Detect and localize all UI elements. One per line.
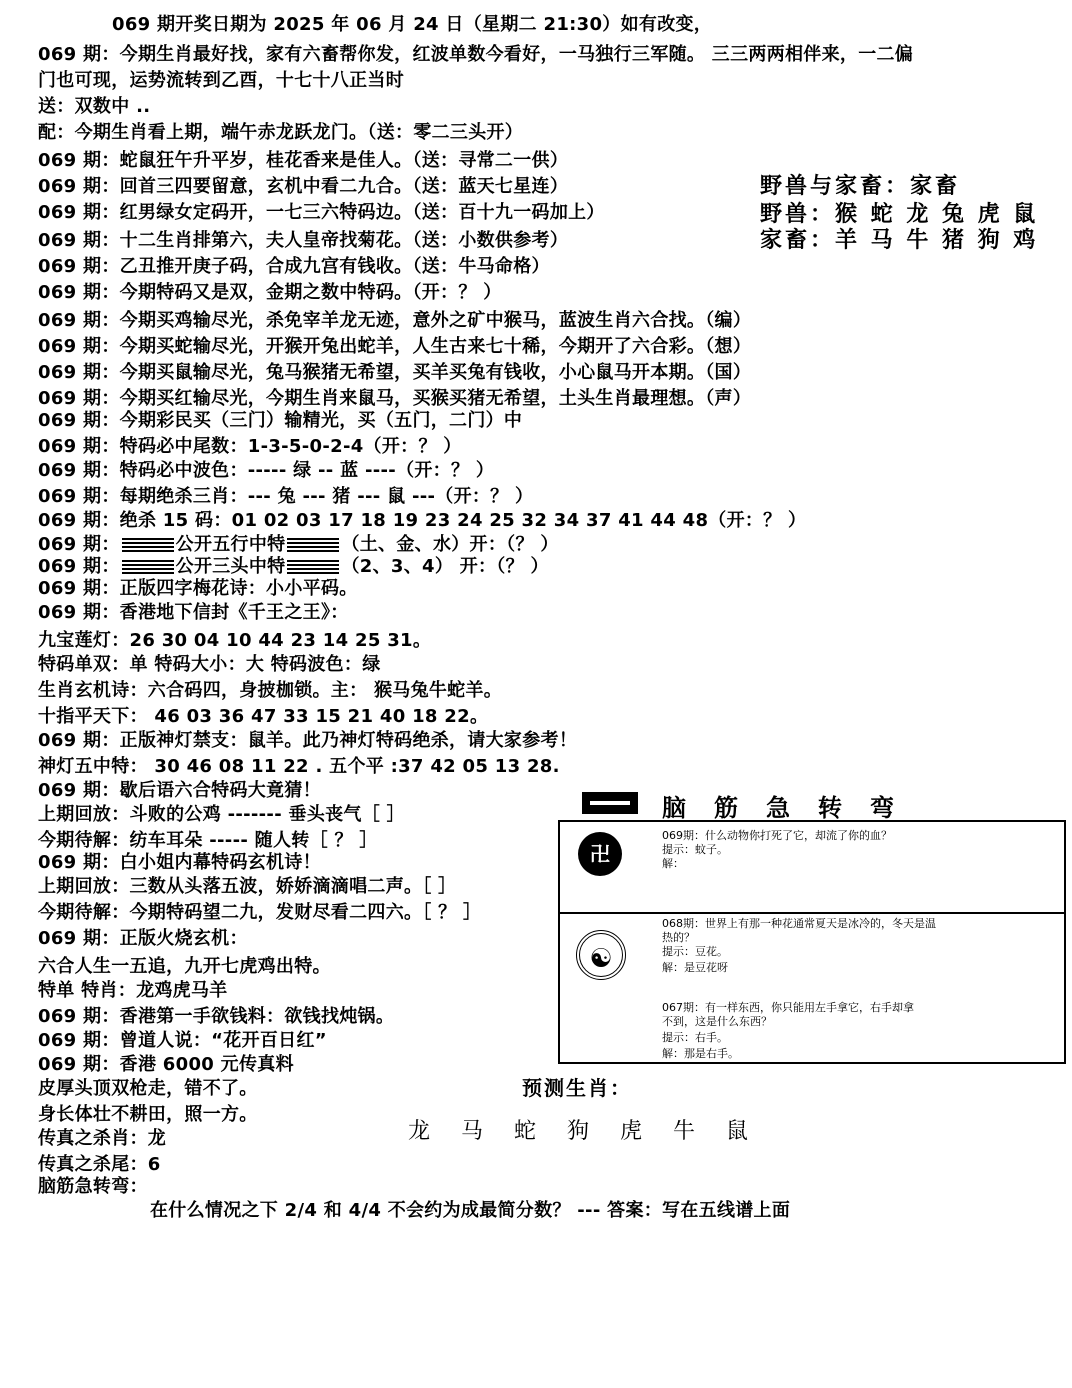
block-mark (287, 560, 339, 574)
text-line: 069 期：歇后语六合特码大竟猜！ (38, 780, 321, 801)
wuxing-prefix: 069 期： (38, 534, 120, 555)
animals-wild: 野兽：猴 蛇 龙 兔 虎 鼠 (760, 202, 1039, 227)
text-line: 今期待解：纺车耳朵 ----- 随人转［ ？ ］ (38, 830, 378, 851)
text-line: 069 期：绝杀 15 码：01 02 03 17 18 19 23 24 25 32 34 37 41 44 48（开：？ ） (38, 510, 807, 531)
text-line: 069 期：今期彩民买（三门）输精光，买（五门，二门）中 (38, 410, 523, 431)
hint-068: 提示：豆花。 (662, 945, 728, 958)
santou-prefix: 069 期： (38, 556, 120, 577)
text-line: 069 期：今期买蛇输尽光，开猴开兔出蛇羊，人生古来七十稀，今期开了六合彩。（想） (38, 336, 752, 357)
text-line: 门也可现，运势流转到乙酉，十七十八正当时 (38, 70, 404, 91)
text-line: 身长体壮不耕田，照一方。 (38, 1104, 258, 1125)
block-mark (287, 538, 339, 552)
text-line: 上期回放：斗败的公鸡 ------- 垂头丧气［ ］ (38, 804, 405, 825)
santou-suffix: （2、3、4） 开：（？ ） (341, 556, 549, 577)
text-line: 069 期：今期买鼠输尽光，兔马猴猪无希望，买羊买兔有钱收，小心鼠马开本期。（国） (38, 362, 752, 383)
question-067-b: 不到，这是什么东西？ (662, 1015, 772, 1028)
text-line: 传真之杀肖：龙 (38, 1128, 167, 1149)
text-line: 069 期：十二生肖排第六，夫人皇帝找菊花。（送：小数供参考） (38, 230, 569, 251)
text-line: 069 期：今期买鸡输尽光，杀免宰羊龙无迹，意外之矿中猴马，蓝波生肖六合找。（编） (38, 310, 752, 331)
wuxing-suffix: （土、金、水）开：（？ ） (341, 534, 559, 555)
prediction-values: 龙 马 蛇 狗 虎 牛 鼠 (408, 1119, 760, 1144)
text-line: 特码单双：单 特码大小：大 特码波色：绿 (38, 654, 381, 675)
text-line: 069 期：每期绝杀三肖：--- 兔 --- 猪 --- 鼠 ---（开：？ ） (38, 486, 534, 507)
answer-067: 解：那是右手。 (662, 1047, 739, 1060)
brain-title-text: 脑筋急转弯 (662, 793, 922, 822)
santou-line (38, 556, 549, 578)
text-line: 九宝莲灯：26 30 04 10 44 23 14 25 31。 (38, 630, 432, 651)
text-line: 十指平天下： 46 03 36 47 33 15 21 40 18 22。 (38, 706, 489, 727)
divider (560, 912, 1064, 914)
block-mark (122, 560, 174, 574)
text-line: 069 期：特码必中尾数：1-3-5-0-2-4（开：？ ） (38, 436, 462, 457)
text-line: 六合人生一五追，九开七虎鸡出特。 (38, 956, 331, 977)
text-line: 069 期：香港第一手欲钱料：欲钱找炖锅。 (38, 1006, 395, 1027)
text-line: 069 期：正版神灯禁支：鼠羊。此乃神灯特码绝杀，请大家参考！ (38, 730, 578, 751)
hint-069: 提示：蚊子。 (662, 843, 728, 856)
prediction-title: 预测生肖： (522, 1076, 632, 1100)
animals-title: 野兽与家畜：家畜 (760, 174, 961, 199)
question-068-a: 068期：世界上有那一种花通常夏天是冰冷的，冬天是温 (662, 917, 936, 930)
brain-logo-icon (582, 792, 638, 814)
text-line: 神灯五中特： 30 46 08 11 22 . 五个平 :37 42 05 13 28. (38, 756, 560, 777)
text-line: 069 期：今期特码又是双，金期之数中特码。（开：？ ） (38, 282, 502, 303)
brain-teaser-title (582, 790, 1012, 822)
text-line: 069 期：蛇鼠狂午升平岁，桂花香来是佳人。（送：寻常二一供） (38, 150, 569, 171)
block-mark (122, 538, 174, 552)
text-line: 脑筋急转弯： (38, 1176, 148, 1197)
answer-069: 解： (662, 857, 684, 870)
text-line: 069 期：特码必中波色：----- 绿 -- 蓝 ----（开：？ ） (38, 460, 495, 481)
text-line: 上期回放：三数从头落五波，娇娇滴滴唱二声。［ ］ (38, 876, 457, 897)
text-line: 生肖玄机诗：六合码四，身披枷锁。主： 猴马兔牛蛇羊。 (38, 680, 503, 701)
text-line: 069 期：乙丑推开庚子码，合成九宫有钱收。（送：牛马命格） (38, 256, 550, 277)
wuxing-mid: 公开五行中特 (175, 534, 286, 555)
question-068-b: 热的？ (662, 931, 695, 944)
brain-teaser-box (558, 820, 1066, 1064)
text-line: 069 期：正版四字梅花诗：小小平码。 (38, 578, 358, 599)
question-069: 069期：什么动物你打死了它，却流了你的血？ (662, 829, 892, 842)
text-line: 送：双数中 .. (38, 96, 151, 117)
hint-067: 提示：右手。 (662, 1031, 728, 1044)
text-line: 069 期：曾道人说：“花开百日红” (38, 1030, 327, 1051)
swastika-seal-icon: 卍 (578, 832, 622, 876)
wuxing-line (38, 534, 559, 556)
text-line: 皮厚头顶双枪走，错不了。 (38, 1078, 258, 1099)
header-line: 069 期开奖日期为 2025 年 06 月 24 日（星期二 21:30）如有改变， (112, 14, 713, 35)
text-line: 069 期：正版火烧玄机： (38, 928, 248, 949)
yinyang-bagua-icon: ☯ (576, 930, 626, 980)
text-line: 069 期：回首三四要留意，玄机中看二九合。（送：蓝天七星连） (38, 176, 569, 197)
text-line: 069 期：白小姐内幕特码玄机诗！ (38, 852, 321, 873)
text-line: 特单 特肖：龙鸡虎马羊 (38, 980, 228, 1001)
text-line: 配：今期生肖看上期，端午赤龙跃龙门。（送：零二三头开） (38, 122, 524, 143)
text-line: 069 期：香港地下信封《千王之王》： (38, 602, 349, 623)
text-line: 069 期：今期买红输尽光，今期生肖来鼠马，买猴买猪无希望，土头生肖最理想。（声） (38, 388, 752, 409)
animals-domestic: 家畜：羊 马 牛 猪 狗 鸡 (760, 228, 1039, 253)
footer-riddle: 在什么情况之下 2/4 和 4/4 不会约为成最简分数？ --- 答案：写在五线谱上面 (150, 1200, 791, 1221)
question-067-a: 067期：有一样东西，你只能用左手拿它，右手却拿 (662, 1001, 914, 1014)
text-line: 传真之杀尾：6 (38, 1154, 161, 1175)
text-line: 069 期：香港 6000 元传真料 (38, 1054, 294, 1075)
santou-mid: 公开三头中特 (175, 556, 286, 577)
text-line: 069 期：今期生肖最好找，家有六畜帮你发，红波单数今看好，一马独行三军随。 三三两两相伴来，一二偏 (38, 44, 914, 65)
text-line: 069 期：红男绿女定码开，一七三六特码边。（送：百十九一码加上） (38, 202, 605, 223)
answer-068: 解：是豆花呀 (662, 961, 728, 974)
text-line: 今期待解：今期特码望二九，发财尽看二四六。［ ？ ］ (38, 902, 482, 923)
